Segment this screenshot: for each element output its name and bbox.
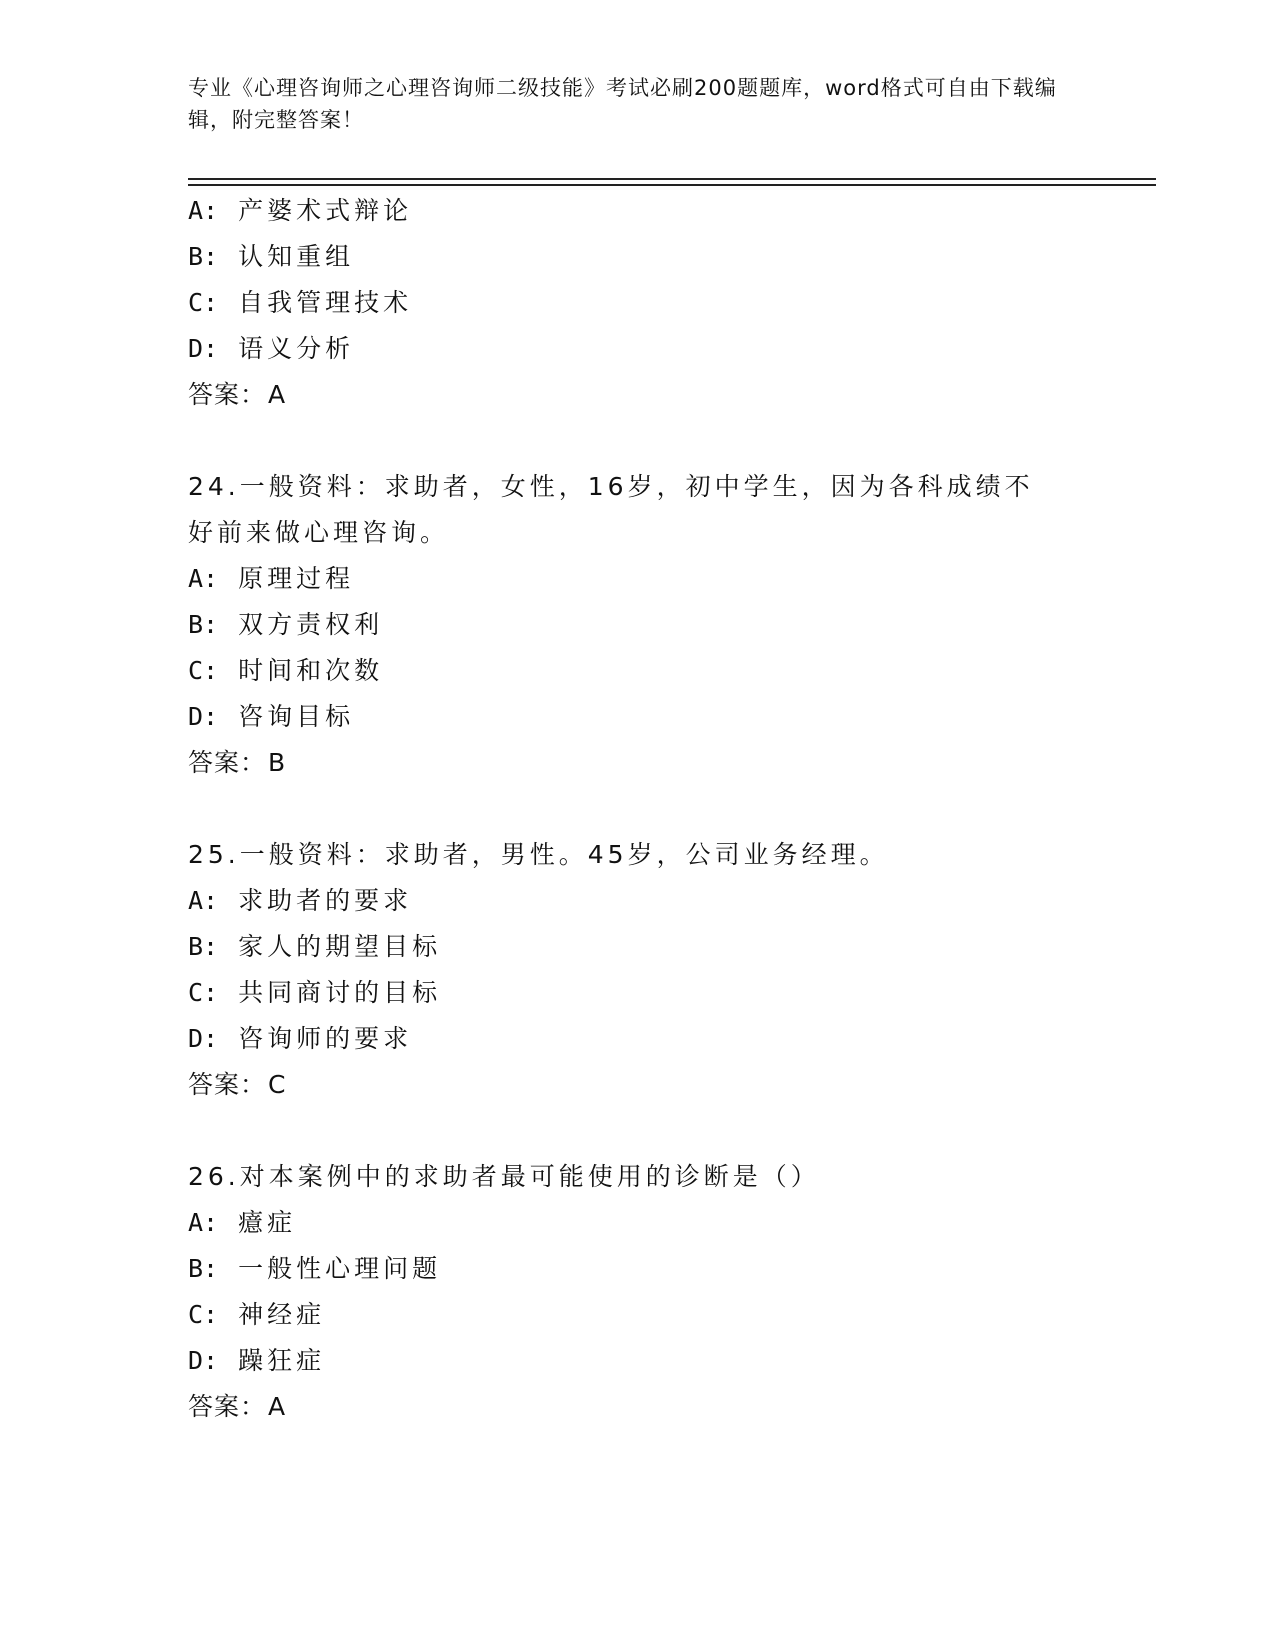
option-text: 自我管理技术 bbox=[238, 288, 413, 317]
answer-label: 答案： bbox=[188, 380, 267, 409]
answer-line bbox=[188, 740, 1088, 786]
answer-value: C bbox=[268, 1070, 287, 1099]
option-text: 家人的期望目标 bbox=[238, 932, 442, 961]
option-c: C: 自我管理技术 bbox=[188, 288, 413, 317]
option-d: D: 躁狂症 bbox=[188, 1346, 326, 1375]
answer-value: B bbox=[268, 748, 287, 777]
option-text: 癔症 bbox=[238, 1208, 297, 1237]
answer-line bbox=[188, 1384, 1088, 1430]
option-d: D: 咨询师的要求 bbox=[188, 1024, 413, 1053]
option-text: 求助者的要求 bbox=[238, 886, 413, 915]
option-b: B: 一般性心理问题 bbox=[188, 1254, 442, 1283]
question-block-25 bbox=[188, 832, 1088, 1108]
question-text: 24.一般资料：求助者，女性，16岁，初中学生，因为各科成绩不好前来做心理咨询。 bbox=[188, 472, 1034, 547]
option-c: C: 时间和次数 bbox=[188, 656, 384, 685]
document-header: 专业《心理咨询师之心理咨询师二级技能》考试必刷200题题库，word格式可自由下载编辑，附完整答案！ bbox=[188, 76, 1057, 132]
question-block-partial bbox=[188, 188, 1088, 418]
option-a: A: 原理过程 bbox=[188, 564, 355, 593]
question-text: 26.对本案例中的求助者最可能使用的诊断是（） bbox=[188, 1162, 820, 1191]
question-block-24 bbox=[188, 464, 1088, 786]
question-text: 25.一般资料：求助者，男性。45岁，公司业务经理。 bbox=[188, 840, 889, 869]
answer-label: 答案： bbox=[188, 748, 267, 777]
option-text: 原理过程 bbox=[238, 564, 355, 593]
option-c: C: 共同商讨的目标 bbox=[188, 978, 442, 1007]
option-d: D: 咨询目标 bbox=[188, 702, 355, 731]
option-d: D: 语义分析 bbox=[188, 334, 355, 363]
option-text: 咨询目标 bbox=[238, 702, 355, 731]
option-b: B: 双方责权利 bbox=[188, 610, 384, 639]
answer-line bbox=[188, 1062, 1088, 1108]
answer-label: 答案： bbox=[188, 1392, 267, 1421]
option-text: 认知重组 bbox=[238, 242, 355, 271]
option-text: 神经症 bbox=[238, 1300, 326, 1329]
answer-label: 答案： bbox=[188, 1070, 267, 1099]
option-text: 咨询师的要求 bbox=[238, 1024, 413, 1053]
header-divider-bottom bbox=[188, 184, 1156, 186]
option-text: 一般性心理问题 bbox=[238, 1254, 442, 1283]
option-c: C: 神经症 bbox=[188, 1300, 326, 1329]
option-text: 双方责权利 bbox=[238, 610, 384, 639]
answer-line bbox=[188, 372, 1088, 418]
option-b: B: 家人的期望目标 bbox=[188, 932, 442, 961]
option-text: 语义分析 bbox=[238, 334, 355, 363]
option-text: 共同商讨的目标 bbox=[238, 978, 442, 1007]
option-a: A: 癔症 bbox=[188, 1208, 297, 1237]
option-a: A: 求助者的要求 bbox=[188, 886, 413, 915]
header-divider-top bbox=[188, 178, 1156, 180]
question-block-26 bbox=[188, 1154, 1088, 1430]
option-text: 产婆术式辩论 bbox=[238, 196, 413, 225]
document-body bbox=[188, 188, 1088, 1430]
option-a: A: 产婆术式辩论 bbox=[188, 196, 413, 225]
option-b: B: 认知重组 bbox=[188, 242, 355, 271]
option-text: 时间和次数 bbox=[238, 656, 384, 685]
answer-value: A bbox=[268, 1392, 287, 1421]
option-text: 躁狂症 bbox=[238, 1346, 326, 1375]
answer-value: A bbox=[268, 380, 287, 409]
